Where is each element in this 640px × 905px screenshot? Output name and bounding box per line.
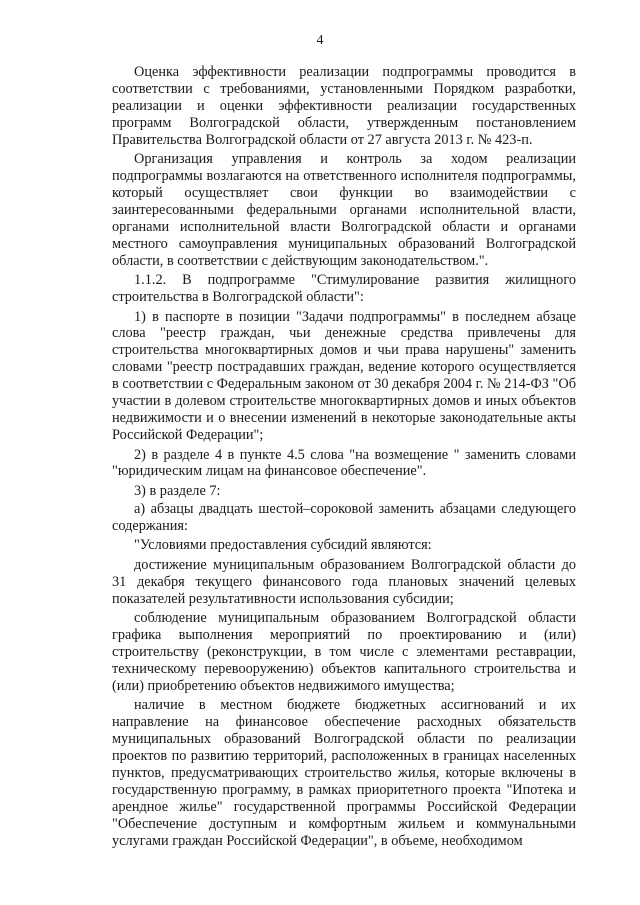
paragraph-condition-budget: наличие в местном бюджете бюджетных ассигнований и их направление на финансовое обеспечение расходных обязательств муниципальных образований Волгоградской области по реализации проектов по развитию территорий, расположенных в границах населенных пунктов, предусматривающих строительство жилья, которые включены в государственную программу, в рамках приоритетного проекта "Ипотека и арендное жилье" государственной программы Российской Федерации "Обеспечение доступным и комфортным жильем и коммунальными услугами граждан Российской Федерации", в объеме, необходимом bbox=[112, 697, 576, 849]
paragraph-item-3: 3) в разделе 7: bbox=[134, 482, 221, 499]
paragraph-conditions-heading: "Условиями предоставления субсидий являются: bbox=[134, 537, 432, 554]
document-body bbox=[112, 64, 576, 852]
paragraph-management: Организация управления и контроль за ходом реализации подпрограммы возлагаются на ответственного исполнителя подпрограммы, который осуществляет свои функции во взаимодействии с заинтересованными федеральными органами исполнительной власти, органами исполнительной власти Волгоградской области и органами местного самоуправления муниципальных образований Волгоградской области, в соответствии с действующим законодательством.". bbox=[112, 151, 576, 269]
paragraph-subitem-a: а) абзацы двадцать шестой–сороковой заменить абзацами следующего содержания: bbox=[112, 500, 576, 534]
paragraph-1-1-2: 1.1.2. В подпрограмме "Стимулирование развития жилищного строительства в Волгоградской области": bbox=[112, 272, 576, 306]
paragraph-item-1: 1) в паспорте в позиции "Задачи подпрограммы" в последнем абзаце слова "реестр граждан, чьи денежные средства привлечены для строительства многоквартирных домов и чьи права нарушены" заменить словами "реестр пострадавших граждан, ведение которого осуществляется в соответствии с Федеральным законом от 30 декабря 2004 г. № 214-ФЗ "Об участии в долевом строительстве многоквартирных домов и иных объектов недвижимости и о внесении изменений в некоторые законодательные акты Российской Федерации"; bbox=[112, 308, 576, 444]
paragraph-condition-schedule: соблюдение муниципальным образованием Волгоградской области графика выполнения мероприятий по проектированию и (или) строительству (реконструкции, в том числе с элементами реставрации, техническому перевооружению) объектов капитального строительства и (или) приобретению объектов недвижимого имущества; bbox=[112, 609, 576, 694]
paragraph-condition-achievement: достижение муниципальным образованием Волгоградской области до 31 декабря текущего финансового года плановых значений целевых показателей результативности использования субсидии; bbox=[112, 556, 576, 607]
paragraph-item-2: 2) в разделе 4 в пункте 4.5 слова "на возмещение " заменить словами "юридическим лицам на финансовое обеспечение". bbox=[112, 446, 576, 480]
paragraph-evaluation: Оценка эффективности реализации подпрограммы проводится в соответствии с требованиями, установленными Порядком разработки, реализации и оценки эффективности реализации государственных программ Волгоградской области, утвержденным постановлением Правительства Волгоградской области от 27 августа 2013 г. № 423-п. bbox=[112, 64, 576, 148]
page-number: 4 bbox=[316, 33, 324, 48]
